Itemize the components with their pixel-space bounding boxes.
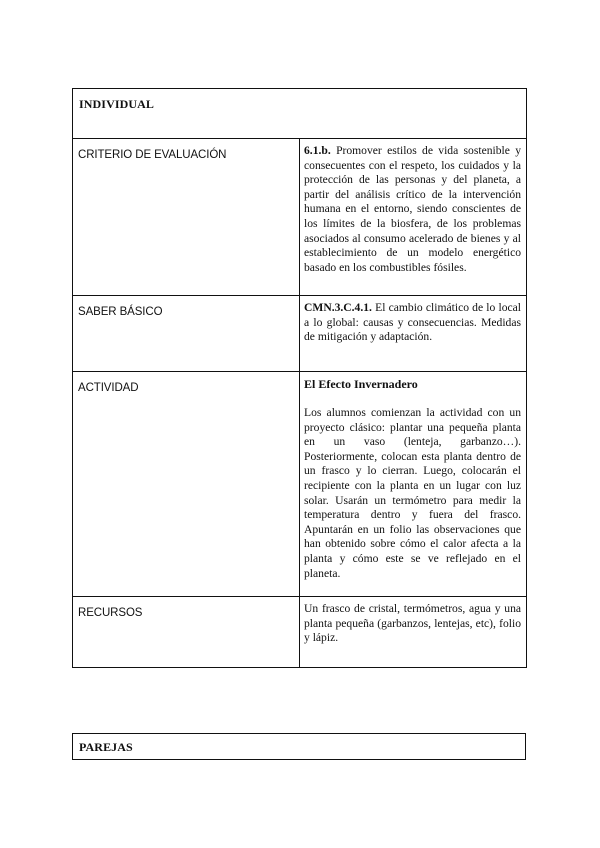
actividad-label-cell — [73, 372, 300, 597]
actividad-text: Los alumnos comienzan la actividad con un proyecto clásico: plantar una pequeña planta en un vaso (lenteja, garbanzo…). Posteriormente, colocan esta planta dentro de un frasco y lo cierran. Luego, colocarán el recipiente con la planta en un lugar con luz solar. Usarán un termómetro para medir la temperatura dentro y fuera del frasco. Apuntarán en un folio las observaciones que han obtenido sobre cómo el calor afecta a la planta y cómo este se ve reflejado en el planeta. — [304, 406, 522, 580]
recursos-content-cell — [300, 597, 527, 668]
saber-row — [73, 296, 527, 372]
parejas-title: PAREJAS — [79, 740, 133, 754]
recursos-row — [73, 597, 527, 668]
recursos-label: RECURSOS — [78, 607, 143, 619]
criterio-content-cell — [300, 139, 527, 296]
actividad-title: El Efecto Invernadero — [304, 377, 418, 391]
saber-content-cell — [300, 296, 527, 372]
criterio-label-cell — [73, 139, 300, 296]
individual-header-row — [73, 89, 527, 139]
saber-label: SABER BÁSICO — [78, 306, 163, 318]
actividad-content-cell — [300, 372, 527, 597]
individual-title: INDIVIDUAL — [79, 97, 155, 111]
recursos-text: Un frasco de cristal, termómetros, agua y una planta pequeña (garbanzos, lentejas, etc), folio y lápiz. — [304, 602, 522, 645]
saber-code: CMN.3.C.4.1. — [304, 301, 372, 314]
saber-paragraph — [304, 301, 521, 345]
individual-table — [72, 88, 527, 668]
criterio-paragraph — [304, 144, 521, 275]
saber-text: El cambio climático de lo local a lo global: causas y consecuencias. Medidas de mitigación y adaptación. — [304, 301, 522, 344]
criterio-row — [73, 139, 527, 296]
saber-label-cell — [73, 296, 300, 372]
actividad-label: ACTIVIDAD — [78, 382, 139, 394]
recursos-label-cell — [73, 597, 300, 668]
actividad-row — [73, 372, 527, 597]
parejas-header-box — [72, 733, 526, 760]
individual-header-cell — [73, 89, 527, 139]
criterio-text: Promover estilos de vida sostenible y consecuentes con el respeto, los cuidados y la protección de las personas y del planeta, a partir del análisis crítico de la intervención humana en el entorno, siendo conscientes de los límites de la biosfera, de los problemas asociados al consumo acelerado de bienes y al establecimiento de un modelo energético basado en los combustibles fósiles. — [304, 144, 522, 274]
criterio-code: 6.1.b. — [304, 144, 331, 157]
criterio-label: CRITERIO DE EVALUACIÓN — [78, 149, 227, 161]
